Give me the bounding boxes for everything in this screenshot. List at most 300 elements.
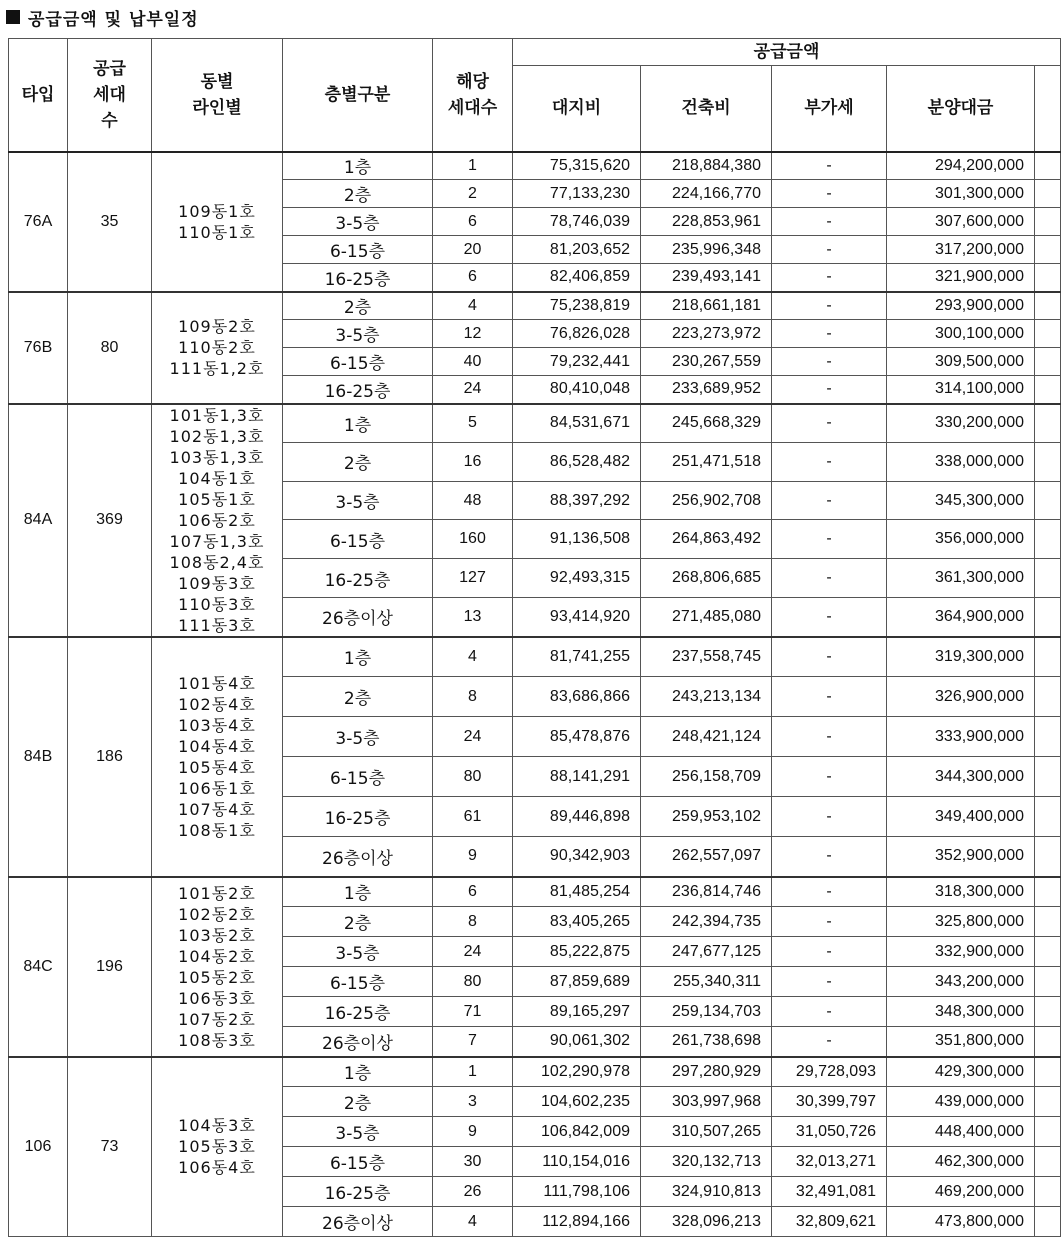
total-price-cell: 356,000,000 <box>887 520 1035 559</box>
overflow-cell <box>1035 376 1061 404</box>
overflow-cell <box>1035 348 1061 376</box>
building-cost-cell: 271,485,080 <box>641 598 772 637</box>
building-cost-cell: 303,997,968 <box>641 1087 772 1117</box>
floor-cell: 3-5층 <box>283 320 433 348</box>
vat-cell: 32,491,081 <box>772 1177 887 1207</box>
building-cost-cell: 259,953,102 <box>641 797 772 837</box>
table-body <box>9 152 1061 1237</box>
lines-cell <box>152 404 283 637</box>
overflow-cell <box>1035 1177 1061 1207</box>
overflow-cell <box>1035 637 1061 677</box>
building-cost-cell: 324,910,813 <box>641 1177 772 1207</box>
building-cost-cell: 223,273,972 <box>641 320 772 348</box>
land-cost-cell: 86,528,482 <box>513 442 641 481</box>
vat-cell: - <box>772 348 887 376</box>
total-price-cell: 318,300,000 <box>887 877 1035 907</box>
total-price-cell: 294,200,000 <box>887 152 1035 180</box>
line-label: 105동3호 <box>178 1137 256 1157</box>
floor-cell: 1층 <box>283 152 433 180</box>
line-label: 108동1호 <box>178 820 256 840</box>
line-label: 103동1,3호 <box>169 447 265 467</box>
land-cost-cell: 83,405,265 <box>513 907 641 937</box>
floor-cell: 2층 <box>283 1087 433 1117</box>
overflow-cell <box>1035 236 1061 264</box>
land-cost-cell: 90,061,302 <box>513 1027 641 1057</box>
units-cell: 6 <box>433 208 513 236</box>
total-price-cell: 300,100,000 <box>887 320 1035 348</box>
line-label: 105동1호 <box>178 489 256 509</box>
units-cell: 3 <box>433 1087 513 1117</box>
floor-cell: 3-5층 <box>283 481 433 520</box>
building-cost-cell: 245,668,329 <box>641 404 772 443</box>
building-cost-cell: 218,884,380 <box>641 152 772 180</box>
total-price-cell: 319,300,000 <box>887 637 1035 677</box>
units-cell: 160 <box>433 520 513 559</box>
units-cell: 6 <box>433 264 513 292</box>
total-price-cell: 332,900,000 <box>887 937 1035 967</box>
floor-cell: 1층 <box>283 877 433 907</box>
overflow-cell <box>1035 757 1061 797</box>
floor-cell: 3-5층 <box>283 208 433 236</box>
total-price-cell: 439,000,000 <box>887 1087 1035 1117</box>
units-cell: 9 <box>433 1117 513 1147</box>
line-label: 101동1,3호 <box>169 405 265 425</box>
overflow-cell <box>1035 152 1061 180</box>
land-cost-cell: 81,203,652 <box>513 236 641 264</box>
line-label: 106동1호 <box>178 778 256 798</box>
header-type: 타입 <box>9 39 68 152</box>
land-cost-cell: 82,406,859 <box>513 264 641 292</box>
units-cell: 16 <box>433 442 513 481</box>
building-cost-cell: 230,267,559 <box>641 348 772 376</box>
vat-cell: - <box>772 481 887 520</box>
floor-cell: 26층이상 <box>283 1027 433 1057</box>
land-cost-cell: 104,602,235 <box>513 1087 641 1117</box>
units-cell: 9 <box>433 837 513 877</box>
units-cell: 24 <box>433 376 513 404</box>
total-price-cell: 301,300,000 <box>887 180 1035 208</box>
overflow-cell <box>1035 180 1061 208</box>
units-cell: 4 <box>433 1207 513 1237</box>
floor-cell: 2층 <box>283 180 433 208</box>
vat-cell: - <box>772 1027 887 1057</box>
land-cost-cell: 79,232,441 <box>513 348 641 376</box>
vat-cell: - <box>772 152 887 180</box>
building-cost-cell: 255,340,311 <box>641 967 772 997</box>
total-price-cell: 361,300,000 <box>887 559 1035 598</box>
total-price-cell: 448,400,000 <box>887 1117 1035 1147</box>
line-label: 103동2호 <box>178 925 256 945</box>
vat-cell: - <box>772 717 887 757</box>
floor-cell: 16-25층 <box>283 264 433 292</box>
building-cost-cell: 261,738,698 <box>641 1027 772 1057</box>
vat-cell: 32,809,621 <box>772 1207 887 1237</box>
vat-cell: 30,399,797 <box>772 1087 887 1117</box>
building-cost-cell: 224,166,770 <box>641 180 772 208</box>
vat-cell: - <box>772 997 887 1027</box>
type-cell: 76A <box>9 152 68 292</box>
line-label: 108동3호 <box>178 1030 256 1050</box>
line-label: 107동1,3호 <box>169 531 265 551</box>
building-cost-cell: 251,471,518 <box>641 442 772 481</box>
vat-cell: - <box>772 264 887 292</box>
total-price-cell: 429,300,000 <box>887 1057 1035 1087</box>
overflow-cell <box>1035 1147 1061 1177</box>
overflow-cell <box>1035 907 1061 937</box>
land-cost-cell: 76,826,028 <box>513 320 641 348</box>
table-row <box>9 877 1061 907</box>
building-cost-cell: 264,863,492 <box>641 520 772 559</box>
land-cost-cell: 112,894,166 <box>513 1207 641 1237</box>
floor-cell: 1층 <box>283 1057 433 1087</box>
land-cost-cell: 89,165,297 <box>513 997 641 1027</box>
building-cost-cell: 235,996,348 <box>641 236 772 264</box>
vat-cell: - <box>772 757 887 797</box>
building-cost-cell: 242,394,735 <box>641 907 772 937</box>
line-label: 106동3호 <box>178 988 256 1008</box>
line-label: 111동3호 <box>178 615 256 635</box>
vat-cell: 32,013,271 <box>772 1147 887 1177</box>
total-price-cell: 333,900,000 <box>887 717 1035 757</box>
line-label: 106동4호 <box>178 1158 256 1178</box>
units-cell: 48 <box>433 481 513 520</box>
units-cell: 8 <box>433 677 513 717</box>
overflow-cell <box>1035 559 1061 598</box>
vat-cell: - <box>772 797 887 837</box>
vat-cell: - <box>772 520 887 559</box>
supply-units-cell: 186 <box>68 637 152 877</box>
line-label: 104동1호 <box>178 468 256 488</box>
total-price-cell: 309,500,000 <box>887 348 1035 376</box>
floor-cell: 1층 <box>283 404 433 443</box>
building-cost-cell: 248,421,124 <box>641 717 772 757</box>
line-label: 110동3호 <box>178 594 256 614</box>
line-label: 107동4호 <box>178 799 256 819</box>
line-label: 110동1호 <box>178 222 256 242</box>
building-cost-cell: 256,902,708 <box>641 481 772 520</box>
floor-cell: 2층 <box>283 442 433 481</box>
units-cell: 1 <box>433 152 513 180</box>
land-cost-cell: 77,133,230 <box>513 180 641 208</box>
square-bullet-icon <box>6 10 20 24</box>
total-price-cell: 348,300,000 <box>887 997 1035 1027</box>
line-label: 102동4호 <box>178 694 256 714</box>
units-cell: 26 <box>433 1177 513 1207</box>
type-cell: 84B <box>9 637 68 877</box>
building-cost-cell: 228,853,961 <box>641 208 772 236</box>
total-price-cell: 317,200,000 <box>887 236 1035 264</box>
land-cost-cell: 87,859,689 <box>513 967 641 997</box>
overflow-cell <box>1035 997 1061 1027</box>
units-cell: 12 <box>433 320 513 348</box>
overflow-cell <box>1035 264 1061 292</box>
building-cost-cell: 268,806,685 <box>641 559 772 598</box>
vat-cell: - <box>772 376 887 404</box>
vat-cell: - <box>772 877 887 907</box>
overflow-cell <box>1035 598 1061 637</box>
units-cell: 80 <box>433 967 513 997</box>
land-cost-cell: 102,290,978 <box>513 1057 641 1087</box>
land-cost-cell: 85,478,876 <box>513 717 641 757</box>
land-cost-cell: 90,342,903 <box>513 837 641 877</box>
floor-cell: 3-5층 <box>283 1117 433 1147</box>
line-label: 104동2호 <box>178 946 256 966</box>
vat-cell: - <box>772 236 887 264</box>
vat-cell: - <box>772 677 887 717</box>
units-cell: 5 <box>433 404 513 443</box>
land-cost-cell: 75,315,620 <box>513 152 641 180</box>
units-cell: 4 <box>433 637 513 677</box>
vat-cell: - <box>772 404 887 443</box>
units-cell: 71 <box>433 997 513 1027</box>
line-label: 108동2,4호 <box>169 552 265 572</box>
floor-cell: 2층 <box>283 292 433 320</box>
type-cell: 106 <box>9 1057 68 1237</box>
vat-cell: 31,050,726 <box>772 1117 887 1147</box>
overflow-cell <box>1035 320 1061 348</box>
line-label: 107동2호 <box>178 1009 256 1029</box>
header-building: 건축비 <box>641 66 772 152</box>
overflow-cell <box>1035 677 1061 717</box>
floor-cell: 3-5층 <box>283 717 433 757</box>
units-cell: 61 <box>433 797 513 837</box>
building-cost-cell: 328,096,213 <box>641 1207 772 1237</box>
vat-cell: - <box>772 208 887 236</box>
building-cost-cell: 233,689,952 <box>641 376 772 404</box>
building-cost-cell: 262,557,097 <box>641 837 772 877</box>
total-price-cell: 462,300,000 <box>887 1147 1035 1177</box>
floor-cell: 6-15층 <box>283 967 433 997</box>
line-label: 109동2호 <box>178 317 256 336</box>
units-cell: 30 <box>433 1147 513 1177</box>
building-cost-cell: 239,493,141 <box>641 264 772 292</box>
units-cell: 80 <box>433 757 513 797</box>
floor-cell: 3-5층 <box>283 937 433 967</box>
table-header <box>9 39 1061 152</box>
overflow-cell <box>1035 208 1061 236</box>
total-price-cell: 293,900,000 <box>887 292 1035 320</box>
floor-cell: 16-25층 <box>283 797 433 837</box>
lines-cell <box>152 292 283 404</box>
overflow-cell <box>1035 1027 1061 1057</box>
total-price-cell: 343,200,000 <box>887 967 1035 997</box>
vat-cell: - <box>772 559 887 598</box>
overflow-cell <box>1035 877 1061 907</box>
floor-cell: 6-15층 <box>283 757 433 797</box>
type-cell: 76B <box>9 292 68 404</box>
vat-cell: 29,728,093 <box>772 1057 887 1087</box>
header-price-group: 공급금액 <box>513 39 1061 66</box>
building-cost-cell: 320,132,713 <box>641 1147 772 1177</box>
total-price-cell: 330,200,000 <box>887 404 1035 443</box>
lines-cell <box>152 637 283 877</box>
land-cost-cell: 85,222,875 <box>513 937 641 967</box>
units-cell: 7 <box>433 1027 513 1057</box>
vat-cell: - <box>772 180 887 208</box>
overflow-cell <box>1035 967 1061 997</box>
total-price-cell: 345,300,000 <box>887 481 1035 520</box>
header-overflow <box>1035 66 1061 152</box>
building-cost-cell: 243,213,134 <box>641 677 772 717</box>
total-price-cell: 338,000,000 <box>887 442 1035 481</box>
land-cost-cell: 81,741,255 <box>513 637 641 677</box>
land-cost-cell: 88,397,292 <box>513 481 641 520</box>
line-label: 111동1,2호 <box>169 359 265 378</box>
lines-cell <box>152 1057 283 1237</box>
building-cost-cell: 237,558,745 <box>641 637 772 677</box>
lines-cell <box>152 877 283 1057</box>
header-total: 분양대금 <box>887 66 1035 152</box>
type-cell: 84C <box>9 877 68 1057</box>
units-cell: 6 <box>433 877 513 907</box>
total-price-cell: 352,900,000 <box>887 837 1035 877</box>
building-cost-cell: 297,280,929 <box>641 1057 772 1087</box>
overflow-cell <box>1035 1087 1061 1117</box>
floor-cell: 16-25층 <box>283 1177 433 1207</box>
overflow-cell <box>1035 717 1061 757</box>
land-cost-cell: 75,238,819 <box>513 292 641 320</box>
floor-cell: 6-15층 <box>283 236 433 264</box>
units-cell: 8 <box>433 907 513 937</box>
units-cell: 4 <box>433 292 513 320</box>
table-row <box>9 1057 1061 1087</box>
total-price-cell: 364,900,000 <box>887 598 1035 637</box>
floor-cell: 1층 <box>283 637 433 677</box>
floor-cell: 26층이상 <box>283 1207 433 1237</box>
header-units: 해당 세대수 <box>433 39 513 152</box>
section-title <box>6 4 199 30</box>
units-cell: 40 <box>433 348 513 376</box>
building-cost-cell: 310,507,265 <box>641 1117 772 1147</box>
vat-cell: - <box>772 907 887 937</box>
land-cost-cell: 92,493,315 <box>513 559 641 598</box>
supply-price-table <box>8 38 1061 1237</box>
units-cell: 20 <box>433 236 513 264</box>
floor-cell: 26층이상 <box>283 598 433 637</box>
line-label: 110동2호 <box>178 338 256 357</box>
land-cost-cell: 81,485,254 <box>513 877 641 907</box>
vat-cell: - <box>772 598 887 637</box>
total-price-cell: 321,900,000 <box>887 264 1035 292</box>
line-label: 101동2호 <box>178 883 256 903</box>
table-row <box>9 637 1061 677</box>
units-cell: 24 <box>433 717 513 757</box>
line-label: 109동1호 <box>178 201 256 221</box>
vat-cell: - <box>772 442 887 481</box>
land-cost-cell: 83,686,866 <box>513 677 641 717</box>
floor-cell: 6-15층 <box>283 520 433 559</box>
floor-cell: 16-25층 <box>283 376 433 404</box>
header-vat: 부가세 <box>772 66 887 152</box>
overflow-cell <box>1035 404 1061 443</box>
line-label: 106동2호 <box>178 510 256 530</box>
units-cell: 1 <box>433 1057 513 1087</box>
overflow-cell <box>1035 937 1061 967</box>
line-label: 104동3호 <box>178 1116 256 1136</box>
total-price-cell: 349,400,000 <box>887 797 1035 837</box>
building-cost-cell: 256,158,709 <box>641 757 772 797</box>
vat-cell: - <box>772 937 887 967</box>
land-cost-cell: 106,842,009 <box>513 1117 641 1147</box>
vat-cell: - <box>772 292 887 320</box>
units-cell: 24 <box>433 937 513 967</box>
building-cost-cell: 259,134,703 <box>641 997 772 1027</box>
overflow-cell <box>1035 1207 1061 1237</box>
overflow-cell <box>1035 520 1061 559</box>
units-cell: 127 <box>433 559 513 598</box>
overflow-cell <box>1035 837 1061 877</box>
floor-cell: 6-15층 <box>283 1147 433 1177</box>
total-price-cell: 469,200,000 <box>887 1177 1035 1207</box>
land-cost-cell: 78,746,039 <box>513 208 641 236</box>
land-cost-cell: 89,446,898 <box>513 797 641 837</box>
land-cost-cell: 111,798,106 <box>513 1177 641 1207</box>
table-row <box>9 152 1061 180</box>
units-cell: 13 <box>433 598 513 637</box>
line-label: 102동2호 <box>178 904 256 924</box>
supply-units-cell: 369 <box>68 404 152 637</box>
vat-cell: - <box>772 637 887 677</box>
total-price-cell: 344,300,000 <box>887 757 1035 797</box>
overflow-cell <box>1035 442 1061 481</box>
vat-cell: - <box>772 967 887 997</box>
line-label: 109동3호 <box>178 573 256 593</box>
line-label: 104동4호 <box>178 736 256 756</box>
land-cost-cell: 84,531,671 <box>513 404 641 443</box>
floor-cell: 6-15층 <box>283 348 433 376</box>
floor-cell: 16-25층 <box>283 997 433 1027</box>
line-label: 105동4호 <box>178 757 256 777</box>
floor-cell: 2층 <box>283 907 433 937</box>
floor-cell: 16-25층 <box>283 559 433 598</box>
vat-cell: - <box>772 837 887 877</box>
overflow-cell <box>1035 1057 1061 1087</box>
building-cost-cell: 236,814,746 <box>641 877 772 907</box>
supply-units-cell: 196 <box>68 877 152 1057</box>
floor-cell: 2층 <box>283 677 433 717</box>
building-cost-cell: 218,661,181 <box>641 292 772 320</box>
header-supply-units: 공급 세대 수 <box>68 39 152 152</box>
total-price-cell: 325,800,000 <box>887 907 1035 937</box>
total-price-cell: 351,800,000 <box>887 1027 1035 1057</box>
type-cell: 84A <box>9 404 68 637</box>
supply-price-table-container <box>8 38 1034 1234</box>
table-row <box>9 292 1061 320</box>
floor-cell: 26층이상 <box>283 837 433 877</box>
vat-cell: - <box>772 320 887 348</box>
header-land: 대지비 <box>513 66 641 152</box>
overflow-cell <box>1035 1117 1061 1147</box>
header-floor: 층별구분 <box>283 39 433 152</box>
supply-units-cell: 73 <box>68 1057 152 1237</box>
land-cost-cell: 88,141,291 <box>513 757 641 797</box>
total-price-cell: 473,800,000 <box>887 1207 1035 1237</box>
units-cell: 2 <box>433 180 513 208</box>
overflow-cell <box>1035 797 1061 837</box>
line-label: 101동4호 <box>178 673 256 693</box>
land-cost-cell: 91,136,508 <box>513 520 641 559</box>
header-lines: 동별 라인별 <box>152 39 283 152</box>
land-cost-cell: 110,154,016 <box>513 1147 641 1177</box>
land-cost-cell: 93,414,920 <box>513 598 641 637</box>
table-row <box>9 404 1061 443</box>
section-title-text: 공급금액 및 납부일정 <box>28 9 199 30</box>
supply-units-cell: 80 <box>68 292 152 404</box>
lines-cell <box>152 152 283 292</box>
land-cost-cell: 80,410,048 <box>513 376 641 404</box>
overflow-cell <box>1035 292 1061 320</box>
total-price-cell: 307,600,000 <box>887 208 1035 236</box>
